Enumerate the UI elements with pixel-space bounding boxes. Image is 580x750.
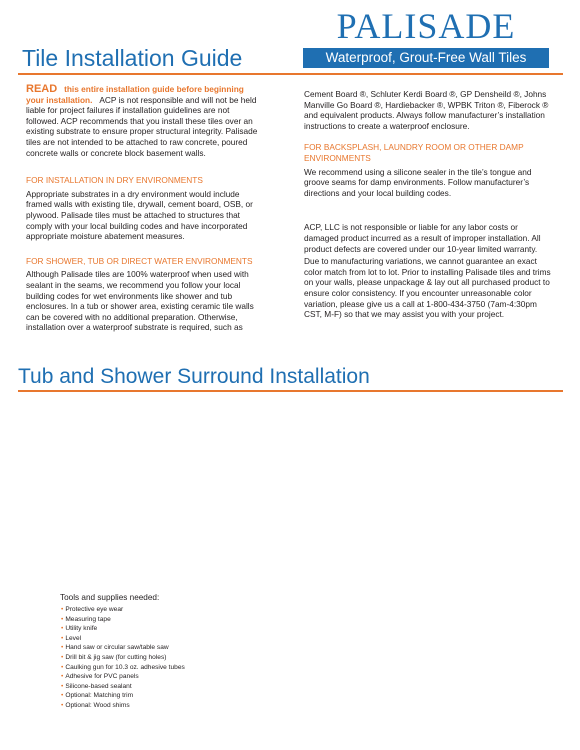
list-item: • Level (61, 634, 82, 642)
bullet-icon: • (61, 634, 64, 642)
list-item: • Silicone-based sealant (61, 682, 132, 690)
read-instruction: this entire installation guide before beginning your installation. (26, 84, 244, 105)
section-title-tub-shower: Tub and Shower Surround Installation (18, 365, 370, 388)
bullet-icon: • (61, 615, 64, 623)
liability-paragraph: ACP, LLC is not responsible or liable for any labor costs or damaged product incurred as a result of improper installation. All product defects are covered under our 10-year limited warranty. (304, 222, 541, 254)
tools-heading: Tools and supplies needed: (60, 593, 160, 602)
brand-logo: PALISADE (336, 6, 516, 46)
bullet-icon: • (61, 673, 64, 681)
substrate-list: Cement Board ®, Schluter Kerdi Board ®, GP Densheild ®, Johns Manville Go Board ®, Hardiebacker ®, WPBK Triton ®, Fiberock ® and equivalent products. Always follow manufacturer’s installation instructions to create a waterproof enclosure. (304, 89, 549, 131)
bullet-icon: • (61, 701, 64, 709)
bullet-icon: • (61, 682, 64, 690)
backsplash-body: We recommend using a silicone sealer in the tile’s tongue and groove seams for damp environments. Follow manufacturer’s directions and your local building codes. (304, 166, 532, 198)
right-column (304, 89, 552, 320)
list-item: • Utility knife (61, 625, 98, 633)
list-item: • Protective eye wear (61, 606, 124, 613)
read-keyword: READ (26, 83, 58, 95)
color-variation-paragraph: Due to manufacturing variations, we cannot guarantee an exact color match from lot to lot. Prior to installing Palisade tiles and trims on your walls, please unpackage & lay out all purchased product to ensure color consistency. If you encounter unreasonable color variation, please give us a call at 1-800-434-3750 (7am-4:30pm CST, M-F) so that we may assist you with your project. (304, 256, 551, 320)
bullet-icon: • (61, 653, 64, 661)
list-item: • Caulking gun for 10.3 oz. adhesive tubes (61, 663, 185, 671)
shower-body: Although Palisade tiles are 100% waterproof when used with sealant in the seams, we recommend you follow your local building codes for wet environments like shower and tub enclosures. In a tub or shower area, existing ceramic tile walls can be covered with no additional preparation. Otherwise, installation over a waterproof substrate is required, such as (26, 269, 254, 333)
bullet-icon: • (61, 663, 64, 671)
list-item: • Hand saw or circular saw/table saw (61, 644, 169, 652)
tools-list (61, 605, 185, 711)
left-column (26, 84, 264, 333)
shower-heading: FOR SHOWER, TUB OR DIRECT WATER ENVIRONMENTS (26, 255, 253, 266)
list-item: • Drill bit & jig saw (for cutting holes) (61, 653, 167, 661)
bullet-icon: • (61, 625, 64, 633)
list-item: • Optional: Wood shims (61, 701, 130, 709)
page-title: Tile Installation Guide (22, 45, 243, 71)
dry-body: Appropriate substrates in a dry environment would include framed walls with existing tile, drywall, cement board, OSB, or plywood. Palisade tiles must be attached to structures that comply with your local building codes and have incorporated appropriate moisture abatement measures. (26, 188, 253, 242)
section-divider (18, 390, 563, 392)
title-divider (18, 73, 563, 75)
dry-heading: FOR INSTALLATION IN DRY ENVIRONMENTS (26, 175, 203, 186)
bullet-icon: • (61, 692, 64, 700)
bullet-icon: • (61, 644, 64, 652)
bullet-icon: • (61, 606, 64, 613)
list-item: • Optional: Matching trim (61, 692, 134, 700)
intro-paragraph (26, 84, 264, 158)
brand-tagline: Waterproof, Grout-Free Wall Tiles (303, 48, 549, 68)
list-item: • Measuring tape (61, 615, 111, 623)
list-item: • Adhesive for PVC panels (61, 673, 139, 681)
backsplash-heading: FOR BACKSPLASH, LAUNDRY ROOM OR OTHER DAMP ENVIRONMENTS (304, 142, 524, 163)
intro-body: ACP is not responsible and will not be held liable for project failures if installation guidelines are not followed. ACP recommends that you install these tiles over an existing substrate to ensure proper structural integrity. Palisade tiles are not intended to be attached to raw concrete, poured concrete walls or concrete block basement walls. (26, 94, 258, 158)
